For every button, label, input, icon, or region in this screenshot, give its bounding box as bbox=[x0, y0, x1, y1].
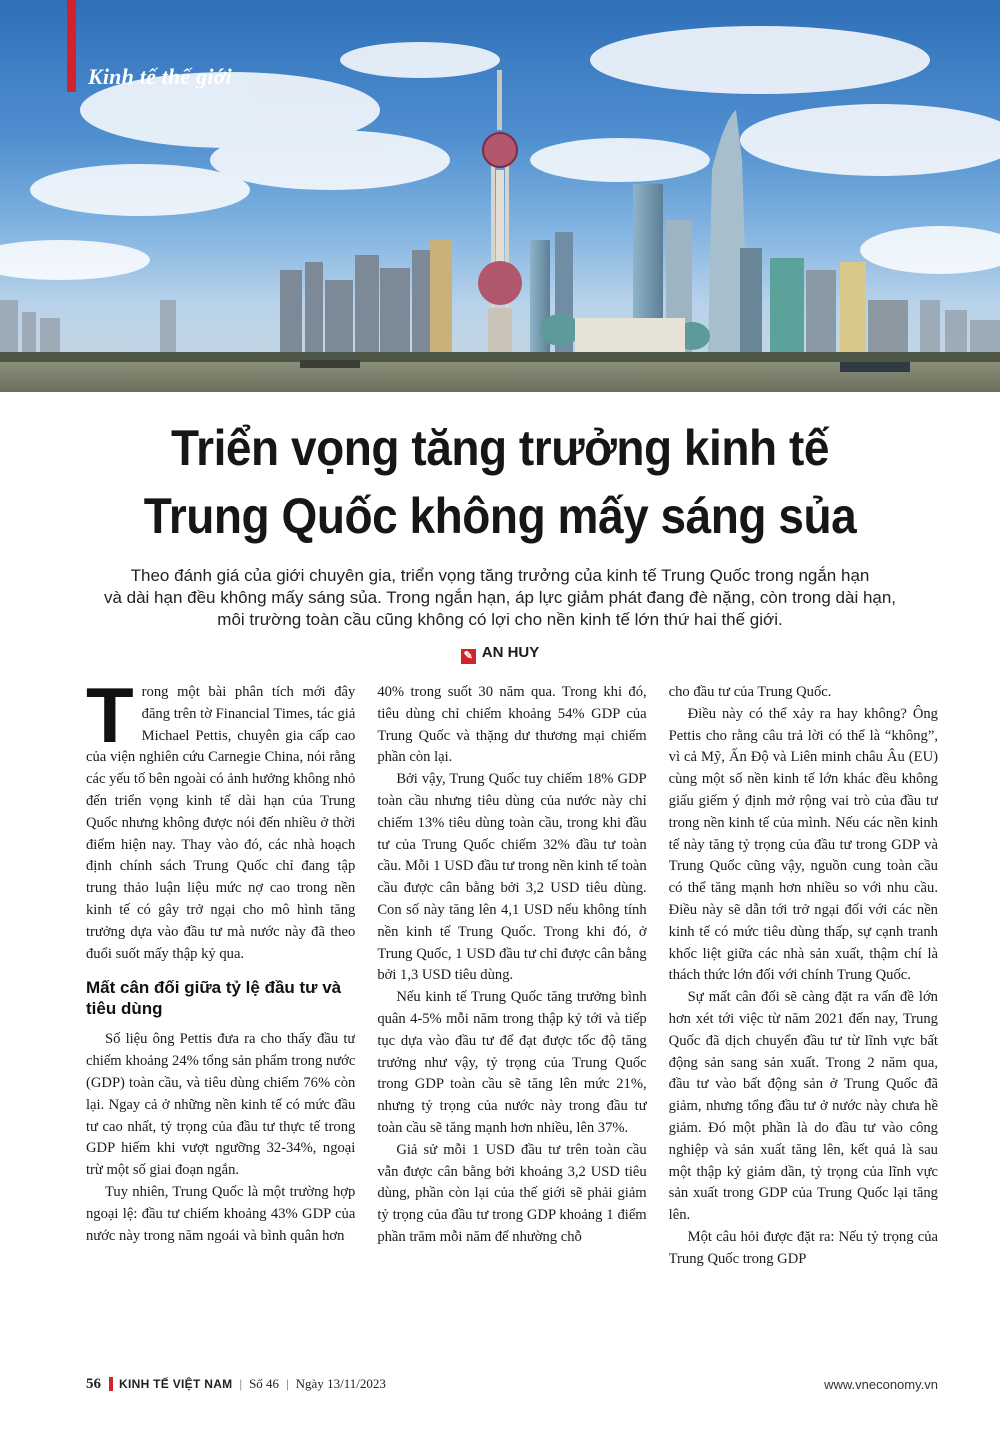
page-number: 56 bbox=[86, 1375, 101, 1392]
headline-line-1: Triển vọng tăng trưởng kinh tế bbox=[171, 420, 829, 476]
paragraph: Nếu kinh tế Trung Quốc tăng trưởng bình quân 4-5% mỗi năm trong thập kỷ tới và tiếp tục dựa vào đầu tư để đạt được tốc độ tăng trưởng như vậy, tỷ trọng của Trung Quốc trong GDP toàn cầu sẽ tăng lên mức 21%, nhưng tỷ trọng của nước này trong đầu tư toàn cầu sẽ tăng mạnh hơn nhiều, lên 37%. bbox=[377, 989, 647, 1136]
paragraph: Bởi vậy, Trung Quốc tuy chiếm 18% GDP toàn cầu nhưng tiêu dùng của nước này chỉ chiếm 13% tiêu dùng toàn cầu, trong khi đầu tư của Trung Quốc chiếm 32% đầu tư toàn cầu. Mỗi 1 USD đầu tư trong nền kinh tế toàn cầu được cân bằng bởi 3,2 USD tiêu dùng. Con số này tăng lên 4,1 USD nếu không tính nền kinh tế Trung Quốc. Trong khi đó, ở Trung Quốc, 1 USD đầu tư chỉ được cân bằng bởi 1,3 USD tiêu dùng. bbox=[377, 771, 647, 984]
drop-cap: T bbox=[86, 682, 134, 759]
article-headline bbox=[95, 414, 905, 550]
paragraph: Sự mất cân đối sẽ càng đặt ra vấn đề lớn hơn xét tới việc từ năm 2021 đến nay, Trung Quốc đã dịch chuyển đầu tư từ lĩnh vực bất động sản sang sản xuất. Trong 2 năm qua, đầu tư vào bất động sản ở Trung Quốc đã giảm, nhưng tổng đầu tư ở nước này chưa hề giảm. Đó một phần là do đầu tư vào công nghiệp và sản xuất tăng lên, kết quả là sau một thập kỷ giảm dần, tỷ trọng của lĩnh vực sản xuất trong GDP của Trung Quốc lại tăng lên. bbox=[668, 989, 938, 1224]
column-3 bbox=[669, 682, 938, 1330]
section-label: Kinh tế thế giới bbox=[88, 64, 232, 89]
footer-accent-bar bbox=[109, 1377, 113, 1391]
headline-line-2: Trung Quốc không mấy sáng sủa bbox=[143, 488, 857, 544]
issue-date: Ngày 13/11/2023 bbox=[295, 1376, 386, 1391]
hero-image-shanghai-skyline bbox=[0, 0, 1000, 392]
separator: | bbox=[239, 1376, 243, 1391]
skyline-illustration bbox=[0, 0, 1000, 392]
paragraph: Giả sử mỗi 1 USD đầu tư trên toàn cầu vẫn được cân bằng bởi khoảng 3,2 USD tiêu dùng, phần còn lại của thế giới sẽ phải giảm tỷ trọng của đầu tư trong GDP khoảng 1 điểm phần trăm mỗi năm để nhường chỗ bbox=[377, 1141, 647, 1245]
byline bbox=[0, 644, 1000, 664]
column-2 bbox=[377, 682, 646, 1330]
paragraph: cho đầu tư của Trung Quốc. bbox=[668, 684, 832, 700]
paragraph: Số liệu ông Pettis đưa ra cho thấy đầu tư chiếm khoảng 24% tổng sản phẩm trong nước (GDP) toàn cầu, và tiêu dùng chiếm 76% còn lại. Ngay cả ở những nền kinh tế có mức đầu tư cao nhất, tỷ trọng của đầu tư thực tế trong GDP hiếm khi vượt ngưỡng 32-34%, ngoại trừ một số giai đoạn ngắn. bbox=[86, 1031, 356, 1179]
paragraph bbox=[86, 682, 355, 965]
column-1 bbox=[86, 682, 355, 1330]
subheading: Mất cân đối giữa tỷ lệ đầu tư và tiêu dùng bbox=[86, 978, 342, 1019]
paragraph: Tuy nhiên, Trung Quốc là một trường hợp ngoại lệ: đầu tư chiếm khoảng 43% GDP của nước này trong năm ngoái và bình quân hơn bbox=[86, 1183, 356, 1244]
article-lead bbox=[90, 565, 910, 631]
paragraph: Một câu hỏi được đặt ra: Nếu tỷ trọng của Trung Quốc trong GDP bbox=[668, 1228, 938, 1267]
section-accent-bar bbox=[67, 0, 76, 92]
website-link[interactable]: www.vneconomy.vn bbox=[824, 1376, 938, 1392]
issue-number: Số 46 bbox=[249, 1376, 280, 1391]
author-name: AN HUY bbox=[481, 644, 540, 661]
page-footer bbox=[86, 1372, 938, 1396]
lead-line-2: và dài hạn đều không mấy sáng sủa. Trong ngắn hạn, áp lực giảm phát đang đè nặng, còn trong dài hạn, bbox=[103, 588, 897, 607]
magazine-name: KINH TẾ VIỆT NAM bbox=[119, 1377, 233, 1391]
lead-line-3: môi trường toàn cầu cũng không có lợi cho nền kinh tế lớn thứ hai thế giới. bbox=[217, 610, 783, 629]
paragraph: 40% trong suốt 30 năm qua. Trong khi đó, tiêu dùng chỉ chiếm khoảng 54% GDP của Trung Quốc và thặng dư thương mại chiếm phần còn lại. bbox=[377, 684, 647, 766]
separator: | bbox=[286, 1376, 289, 1391]
paragraph-text: rong một bài phân tích mới đây đăng trên tờ Financial Times, tác giả Michael Pettis, chuyên gia cấp cao của viện nghiên cứu Carnegie China, nói rằng các yếu tố bên ngoài có ảnh hưởng không nhỏ đến triển vọng kinh tế dài hạn của Trung Quốc nhưng không được nói đến nhiều ở thời điểm hiện nay. Thay vào đó, các nhà hoạch định chính sách Trung Quốc chỉ đang tập trung thảo luận liệu mức nợ cao trong nền kinh tế có gây trở ngại cho mô hình tăng trưởng dựa vào đầu tư mà nước này đã theo đuổi suốt mấy thập kỷ qua. bbox=[86, 684, 356, 962]
lead-line-1: Theo đánh giá của giới chuyên gia, triển vọng tăng trưởng của kinh tế Trung Quốc trong ngắn hạn bbox=[130, 566, 870, 585]
article-body bbox=[86, 682, 938, 1330]
pen-icon: ✎ bbox=[461, 649, 476, 664]
paragraph: Điều này có thể xảy ra hay không? Ông Pettis cho rằng câu trả lời có thể là “không”, vì cả Mỹ, Ấn Độ và Liên minh châu Âu (EU) cùng một số nền kinh tế lớn khác đều không giấu giếm ý định mở rộng vai trò của đầu tư trong nền kinh tế của mình. Nếu các nền kinh tế này tăng tỷ trọng của đầu tư trong GDP và Trung Quốc cũng vậy, nguồn cung toàn cầu có thể tăng mạnh hơn nhiều so với nhu cầu. Điều này sẽ dẫn tới trở ngại đối với các nền kinh tế có mức tiêu dùng thấp, sự cạnh tranh khốc liệt giữa các nhà sản xuất, thậm chí là thách thức lớn đối với chính Trung Quốc. bbox=[668, 705, 938, 984]
